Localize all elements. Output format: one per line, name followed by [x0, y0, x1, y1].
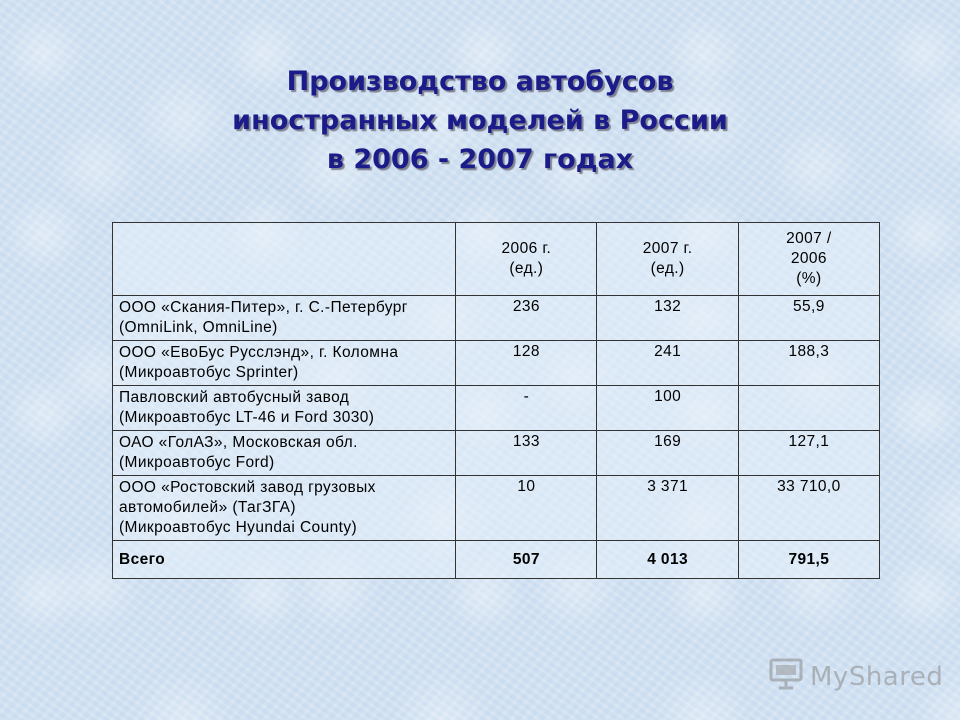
- row-name-line: (Микроавтобус Ford): [119, 454, 275, 471]
- row-2006-cell: -: [456, 386, 597, 431]
- watermark-text: MyShared: [810, 661, 944, 692]
- row-2006-cell: 133: [456, 431, 597, 476]
- row-ratio-cell: 55,9: [738, 296, 879, 341]
- row-name-cell: [113, 431, 456, 476]
- header-2006-year: 2006 г.: [501, 240, 552, 257]
- table-row: [113, 341, 880, 386]
- row-2007-cell: 100: [597, 386, 738, 431]
- row-name-line: ООО «Скания-Питер», г. С.-Петербург: [119, 299, 408, 316]
- table-row: [113, 476, 880, 541]
- table-row: [113, 386, 880, 431]
- header-2006-unit: (ед.): [509, 260, 544, 277]
- total-label-cell: Всего: [113, 541, 456, 579]
- total-2007-cell: 4 013: [597, 541, 738, 579]
- row-2007-cell: 132: [597, 296, 738, 341]
- header-2007-year: 2007 г.: [642, 240, 693, 257]
- title-line-1: Производство автобусов: [286, 66, 674, 97]
- row-name-line: ООО «ЕвоБус Русслэнд», г. Коломна: [119, 344, 399, 361]
- projector-board-icon: [768, 656, 804, 697]
- row-name-line: (Микроавтобус Hyundai County): [119, 519, 358, 536]
- header-ratio-line2: 2006: [790, 250, 827, 267]
- bus-production-table: [112, 222, 880, 579]
- row-name-cell: [113, 476, 456, 541]
- row-ratio-cell: [738, 386, 879, 431]
- row-ratio-cell: 188,3: [738, 341, 879, 386]
- row-2006-cell: 10: [456, 476, 597, 541]
- row-name-line: (Микроавтобус LT-46 и Ford 3030): [119, 409, 375, 426]
- row-name-line: автомобилей» (ТагЗГА): [119, 499, 296, 516]
- row-2006-cell: 128: [456, 341, 597, 386]
- header-cell-2007: [597, 223, 738, 296]
- row-name-line: ОАО «ГолАЗ», Московская обл.: [119, 434, 358, 451]
- row-name-line: ООО «Ростовский завод грузовых: [119, 479, 376, 496]
- table-header-row: [113, 223, 880, 296]
- header-cell-ratio: [738, 223, 879, 296]
- header-cell-name: [113, 223, 456, 296]
- row-ratio-cell: 33 710,0: [738, 476, 879, 541]
- row-2007-cell: 241: [597, 341, 738, 386]
- row-2007-cell: 169: [597, 431, 738, 476]
- table-total-row: [113, 541, 880, 579]
- row-ratio-cell: 127,1: [738, 431, 879, 476]
- page-title: [0, 62, 960, 179]
- row-name-cell: [113, 296, 456, 341]
- header-cell-2006: [456, 223, 597, 296]
- row-name-cell: [113, 341, 456, 386]
- total-ratio-cell: 791,5: [738, 541, 879, 579]
- header-2007-unit: (ед.): [650, 260, 685, 277]
- row-name-line: Павловский автобусный завод: [119, 389, 350, 406]
- row-name-line: (OmniLink, OmniLine): [119, 319, 278, 336]
- header-ratio-line1: 2007 /: [786, 230, 832, 247]
- row-name-cell: [113, 386, 456, 431]
- table-row: [113, 431, 880, 476]
- watermark: [768, 656, 943, 697]
- table-row: [113, 296, 880, 341]
- row-name-line: (Микроавтобус Sprinter): [119, 364, 299, 381]
- title-line-3: в 2006 - 2007 годах: [326, 144, 634, 175]
- total-2006-cell: 507: [456, 541, 597, 579]
- title-line-2: иностранных моделей в России: [232, 105, 728, 136]
- header-ratio-unit: (%): [796, 270, 822, 287]
- row-2006-cell: 236: [456, 296, 597, 341]
- row-2007-cell: 3 371: [597, 476, 738, 541]
